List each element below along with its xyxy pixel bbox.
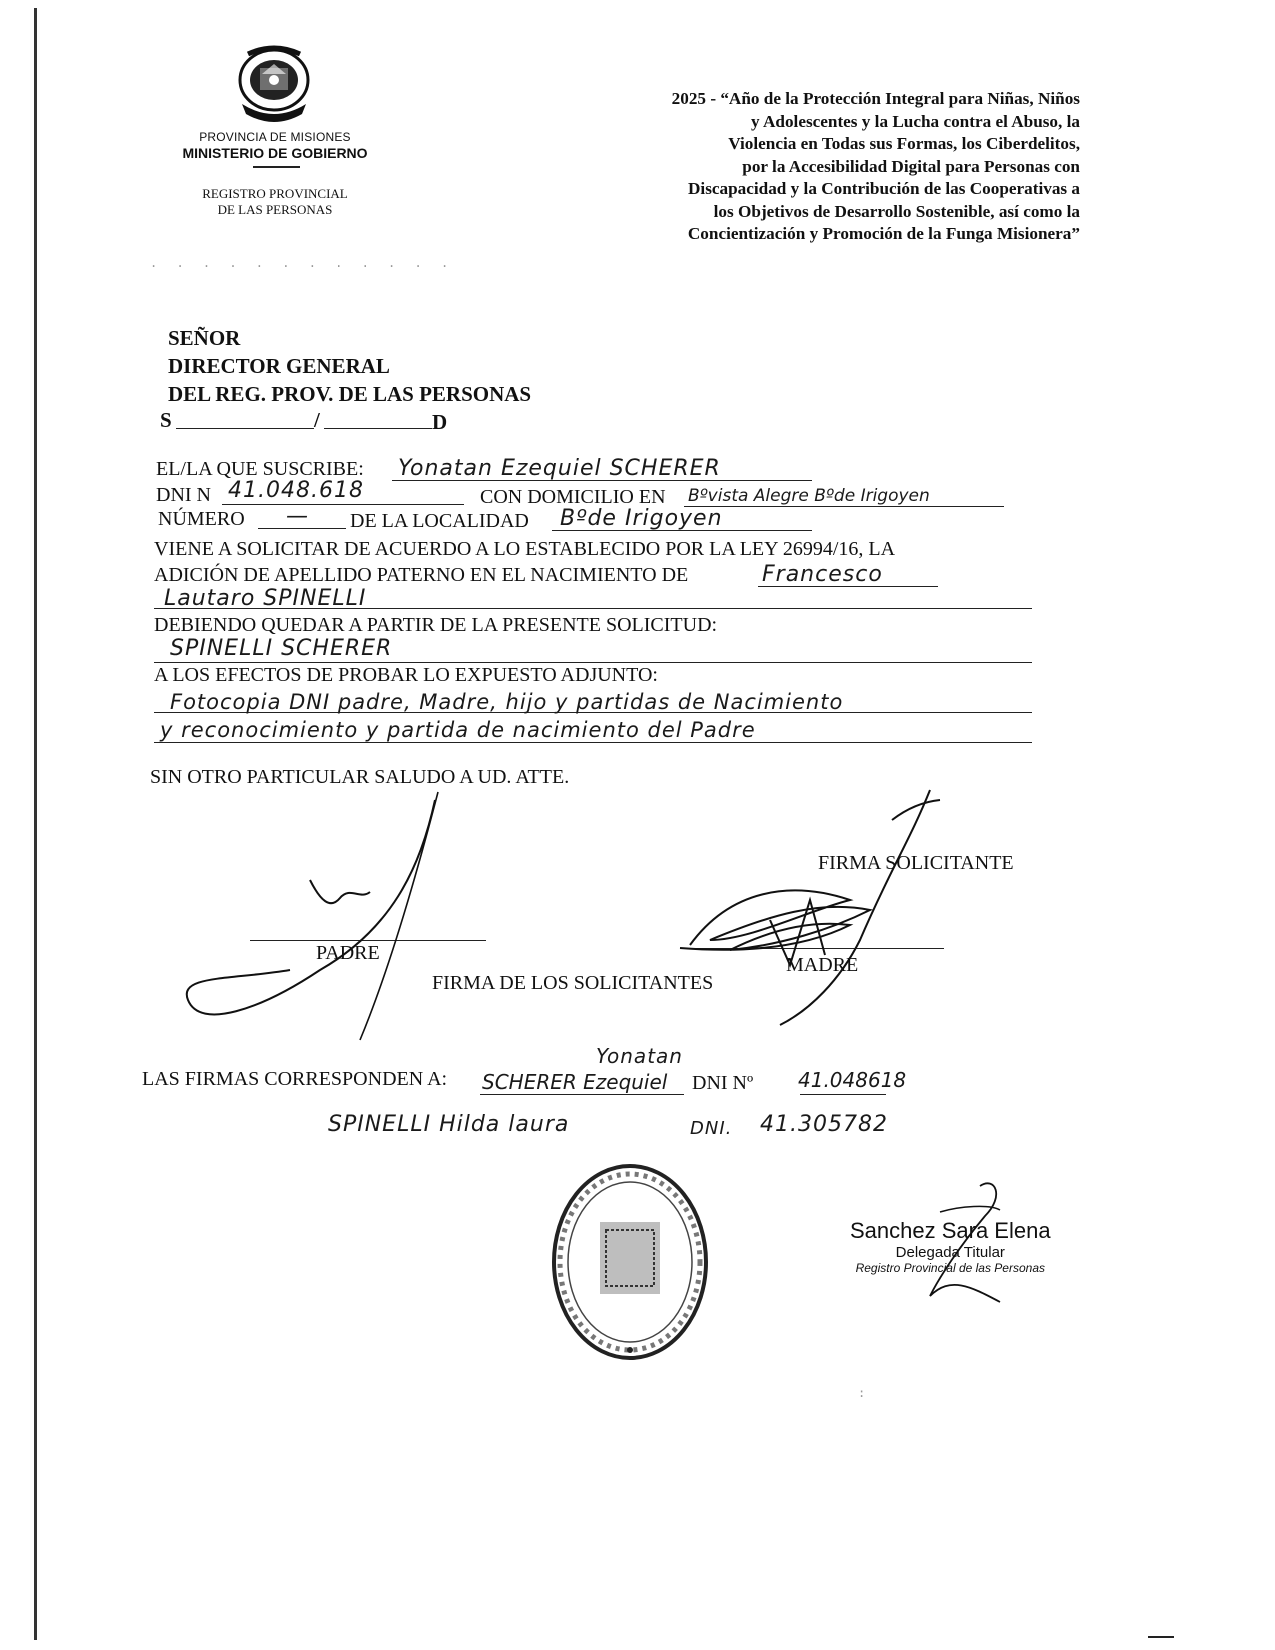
- dni1-line: [800, 1094, 886, 1095]
- delegate-org: Registro Provincial de las Personas: [855, 1261, 1045, 1275]
- ministry-name: MINISTERIO DE GOBIERNO: [182, 145, 368, 161]
- firma-solicitantes-label: FIRMA DE LOS SOLICITANTES: [432, 972, 714, 994]
- dni-line: [222, 504, 464, 505]
- official-oval-stamp: [548, 1160, 713, 1365]
- dni-n-label: DNI Nº: [692, 1072, 754, 1094]
- delegate-stamp: [850, 1218, 1051, 1275]
- localidad-label: DE LA LOCALIDAD: [350, 510, 529, 532]
- suscribe-value: Yonatan Ezequiel SCHERER: [398, 456, 721, 481]
- madre-label: MADRE: [786, 954, 859, 976]
- motto-line: y Adolescentes y la Lucha contra el Abuso, la: [751, 111, 1080, 131]
- dni2-value: 41.305782: [760, 1112, 888, 1137]
- efectos-label: A LOS EFECTOS DE PROBAR LO EXPUESTO ADJUNTO:: [154, 664, 658, 686]
- domicilio-line: [684, 506, 1004, 507]
- registry-name-line2: DE LAS PERSONAS: [217, 202, 333, 217]
- addressee-line1: SEÑOR: [168, 326, 241, 350]
- corresponden-label: LAS FIRMAS CORRESPONDEN A:: [142, 1068, 448, 1090]
- page-edge-line: [34, 8, 37, 1640]
- handwritten-signatures: [170, 780, 1070, 1080]
- dni2-label: DNI.: [690, 1118, 733, 1139]
- header-divider: [253, 166, 300, 168]
- debiendo-line: [154, 662, 1032, 663]
- name1-above: Yonatan: [596, 1044, 683, 1068]
- slash-label: /: [314, 408, 320, 432]
- closing-text: SIN OTRO PARTICULAR SALUDO A UD. ATTE.: [150, 766, 570, 788]
- d-blank-line: [324, 428, 432, 429]
- debiendo-value: SPINELLI SCHERER: [170, 636, 393, 661]
- numero-value: —: [286, 504, 309, 529]
- s-label: S: [160, 408, 172, 432]
- firma-solicitante-label: FIRMA SOLICITANTE: [818, 852, 1014, 874]
- adjunto-value1: Fotocopia DNI padre, Madre, hijo y partidas de Nacimiento: [170, 690, 844, 714]
- scan-noise: :: [858, 1386, 867, 1400]
- s-blank-line: [176, 428, 314, 429]
- solicitud-line2: ADICIÓN DE APELLIDO PATERNO EN EL NACIMIENTO DE: [154, 564, 689, 586]
- domicilio-value: Bºvista Alegre Bºde Irigoyen: [688, 486, 930, 506]
- province-name: PROVINCIA DE MISIONES: [199, 130, 351, 144]
- numero-label: NÚMERO: [158, 508, 245, 530]
- name2-value: SPINELLI Hilda laura: [328, 1112, 570, 1137]
- localidad-value: Bºde Irigoyen: [560, 506, 723, 531]
- dni-label: DNI N: [156, 484, 211, 506]
- nacimiento-value2: Lautaro SPINELLI: [164, 586, 367, 611]
- year-motto: [500, 88, 1080, 246]
- delegate-name: Sanchez Sara Elena: [850, 1218, 1051, 1243]
- nacimiento-value1: Francesco: [762, 562, 883, 587]
- corner-mark: [1148, 1636, 1174, 1638]
- delegate-role: Delegada Titular: [895, 1244, 1005, 1261]
- domicilio-label: CON DOMICILIO EN: [480, 486, 666, 508]
- adjunto-line2: [154, 742, 1032, 743]
- padre-label: PADRE: [316, 942, 380, 964]
- adjunto-value2: y reconocimiento y partida de nacimiento del Padre: [160, 718, 756, 742]
- motto-line: Discapacidad y la Contribución de las Cooperativas a: [688, 179, 1080, 198]
- motto-line: 2025 - “Año de la Protección Integral para Niñas, Niños: [671, 89, 1080, 108]
- suscribe-label: EL/LA QUE SUSCRIBE:: [156, 458, 364, 480]
- motto-line: Violencia en Todas sus Formas, los Ciberdelitos,: [728, 134, 1080, 153]
- scan-noise: . . . . . . . . . . . .: [150, 256, 455, 270]
- motto-line: Concientización y Promoción de la Funga Misionera”: [687, 224, 1080, 243]
- province-coat-of-arms-icon: [228, 44, 320, 122]
- motto-line: los Objetivos de Desarrollo Sostenible, así como la: [713, 201, 1080, 221]
- addressee-line2: DIRECTOR GENERAL: [168, 354, 390, 378]
- addressee-line3: DEL REG. PROV. DE LAS PERSONAS: [168, 382, 532, 406]
- d-label: D: [432, 410, 448, 434]
- name1-line: [480, 1094, 684, 1095]
- name1-value: SCHERER Ezequiel: [482, 1070, 668, 1094]
- solicitud-line1: VIENE A SOLICITAR DE ACUERDO A LO ESTABLECIDO POR LA LEY 26994/16, LA: [154, 538, 896, 560]
- debiendo-label: DEBIENDO QUEDAR A PARTIR DE LA PRESENTE SOLICITUD:: [154, 614, 718, 636]
- dni-value: 41.048.618: [228, 478, 364, 503]
- registry-name-line1: REGISTRO PROVINCIAL: [202, 186, 348, 201]
- dni1-value: 41.048618: [798, 1068, 907, 1092]
- motto-line: por la Accesibilidad Digital para Personas con: [742, 156, 1080, 176]
